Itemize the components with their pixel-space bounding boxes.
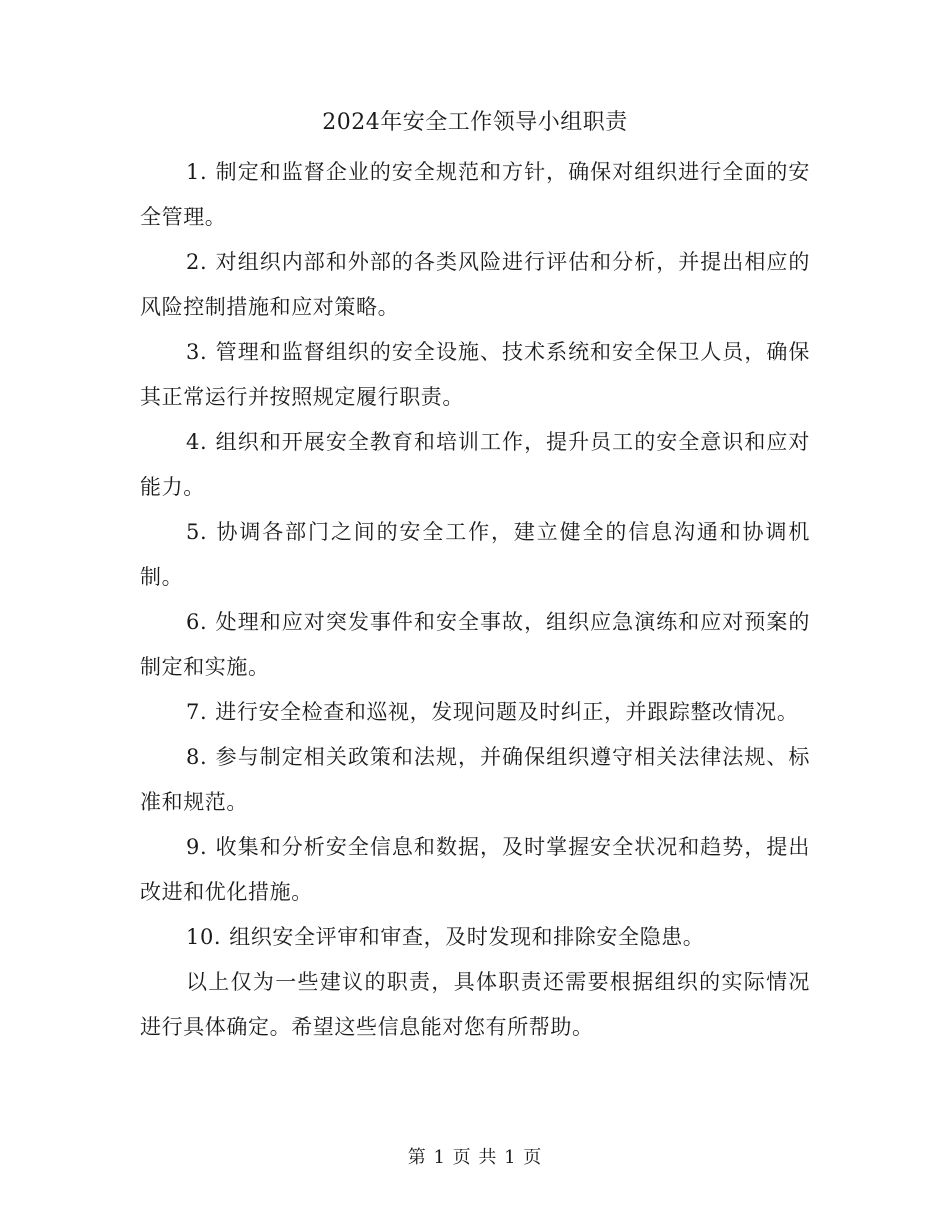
page-footer: 第 1 页 共 1 页 <box>407 1147 543 1168</box>
list-item <box>140 240 810 330</box>
item-text: 处理和应对突发事件和安全事故，组织应急演练和应对预案的制定和实施。 <box>140 610 810 679</box>
item-number: 8. <box>186 745 208 769</box>
item-text: 组织安全评审和审查，及时发现和排除安全隐患。 <box>229 925 705 949</box>
list-item <box>140 690 810 735</box>
list-item <box>140 600 810 690</box>
document-title: 2024年安全工作领导小组职责 <box>322 110 628 135</box>
item-number: 4. <box>186 430 208 454</box>
closing-paragraph: 以上仅为一些建议的职责，具体职责还需要根据组织的实际情况进行具体确定。希望这些信息能对您有所帮助。 <box>140 970 810 1039</box>
list-item <box>140 915 810 960</box>
item-number: 7. <box>186 700 208 724</box>
item-number: 1. <box>186 160 208 184</box>
item-text: 管理和监督组织的安全设施、技术系统和安全保卫人员，确保其正常运行并按照规定履行职责。 <box>140 340 810 409</box>
item-number: 10. <box>186 925 222 949</box>
item-number: 2. <box>186 250 208 274</box>
list-item <box>140 825 810 915</box>
item-text: 对组织内部和外部的各类风险进行评估和分析，并提出相应的风险控制措施和应对策略。 <box>140 250 810 319</box>
list-item <box>140 510 810 600</box>
item-number: 3. <box>186 340 208 364</box>
item-text: 收集和分析安全信息和数据，及时掌握安全状况和趋势，提出改进和优化措施。 <box>140 835 810 904</box>
list-item <box>140 420 810 510</box>
item-text: 进行安全检查和巡视，发现问题及时纠正，并跟踪整改情况。 <box>215 700 799 724</box>
item-number: 5. <box>186 520 208 544</box>
document-body <box>140 150 810 1050</box>
item-text: 制定和监督企业的安全规范和方针，确保对组织进行全面的安全管理。 <box>140 160 810 229</box>
item-text: 组织和开展安全教育和培训工作，提升员工的安全意识和应对能力。 <box>140 430 810 499</box>
list-item <box>140 735 810 825</box>
list-item <box>140 330 810 420</box>
item-number: 9. <box>186 835 208 859</box>
list-item <box>140 150 810 240</box>
item-text: 协调各部门之间的安全工作，建立健全的信息沟通和协调机制。 <box>140 520 810 589</box>
item-number: 6. <box>186 610 208 634</box>
item-text: 参与制定相关政策和法规，并确保组织遵守相关法律法规、标准和规范。 <box>140 745 810 814</box>
